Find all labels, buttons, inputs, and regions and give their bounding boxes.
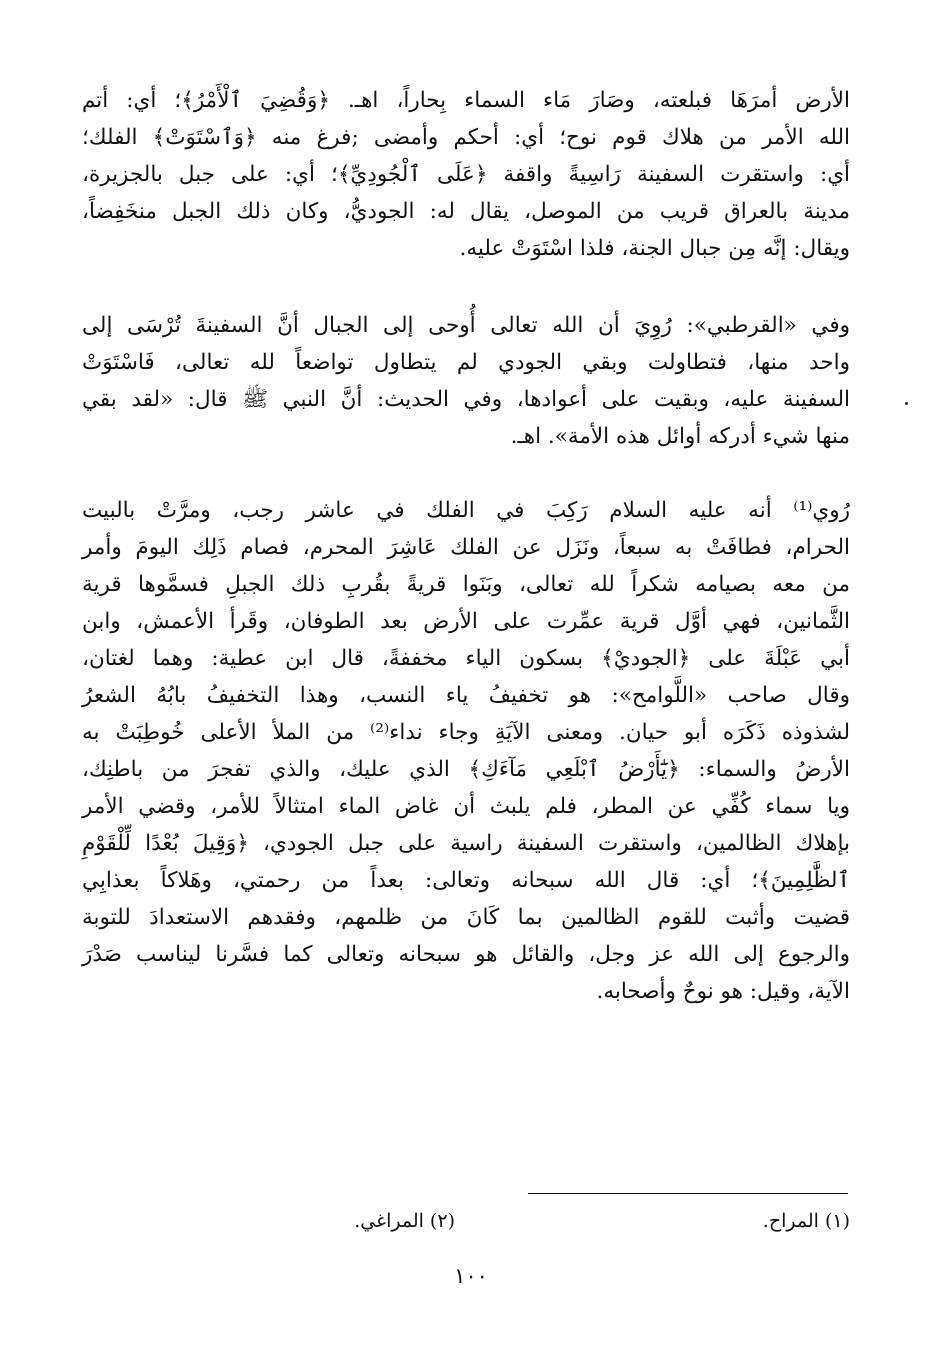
text-line: والرجوع إلى الله عز وجل، والقائل هو سبحانه وتعالى كما فسَّرنا ليناسب صَدْرَ bbox=[82, 942, 850, 967]
text-line: الآية، وقيل: هو نوحٌ وأصحابه. bbox=[596, 979, 850, 1004]
text-line: قضيت وأثبت للقوم الظالمين بما كَانَ من ظلمهم، وفقدهم الاستعدادَ للتوبة bbox=[82, 905, 850, 930]
text-line: وقال صاحب «اللَّوامح»: هو تخفيفُ ياء النسب، وهذا التخفيفُ بابُهُ الشعرُ bbox=[82, 683, 850, 708]
text-line: وفي «القرطبي»: رُوِيَ أن الله تعالى أُوحى إلى الجبال أنَّ السفينةَ تُرْسَى إلى bbox=[82, 313, 850, 338]
text-line: ويقال: إنَّه مِن جبال الجنة، فلذا اسْتَوَتْ عليه. bbox=[459, 236, 850, 261]
text-line: الله الأمر من هلاك قوم نوح؛ أي: أحكم وأمضى ;فرغ منه ﴿وَٱسْتَوَتْ﴾ الفلك؛ bbox=[82, 125, 850, 150]
paragraph-3 bbox=[82, 492, 850, 1010]
text-line: الأرضُ والسماء: ﴿يَٰٓأَرْضُ ٱبْلَعِي مَآءَكِ﴾ الذي عليك، والذي تفجرَ من باطنِك، bbox=[82, 757, 850, 782]
text-line: أبي عَبْلَةَ على ﴿الجوديْ﴾ بسكون الياء مخففةً، قال ابن عطية: وهما لغتان، bbox=[82, 646, 850, 671]
text-line: السفينة عليه، وبقيت على أعوادها، وفي الحديث: أنَّ النبي ﷺ قال: «لقد بقي bbox=[82, 387, 850, 412]
text-line: الثَّمانين، فهي أوَّل قرية عمِّرت على الأرض بعد الطوفان، وقَرأ الأعمش، وابن bbox=[82, 609, 850, 634]
text-line: ويا سماء كُفِّي عن المطر، فلم يلبث أن غاض الماء امتثالاً للأمر، وقضي الأمر bbox=[82, 794, 850, 819]
footnote-1: (١) المراح. bbox=[762, 1210, 850, 1232]
text-line: أي: واستقرت السفينة رَاسِيةً واقفة ﴿عَلَى ٱلْجُودِيِّ﴾؛ أي: على جبل بالجزيرة، bbox=[82, 162, 850, 187]
text-line: بإهلاك الظالمين، واستقرت السفينة راسية على جبل الجودي، ﴿وَقِيلَ بُعْدًا لِّلْقَوْمِ bbox=[82, 831, 850, 856]
text-line: من معه بصيامه شكراً لله تعالى، وبَنَوا قريةً بقُربِ ذلك الجبلِ فسمَّوها قرية bbox=[82, 572, 850, 597]
footnote-separator bbox=[528, 1193, 848, 1194]
text-line: ٱلظَّٰلِمِينَ﴾؛ أي: قال الله سبحانه وتعالى: بعداً من رحمتي، وهَلاكاً بعذابِي bbox=[82, 868, 850, 893]
text-line: لشذوذه ذَكَرَه أبو حيان. ومعنى الآيَةِ وجاء نداء⁽²⁾ من الملأ الأعلى خُوطِبَتْ به bbox=[82, 720, 851, 745]
scan-speck bbox=[905, 402, 908, 405]
text-line: منها شيء أدركه أوائل هذه الأمة». اهـ. bbox=[510, 424, 850, 449]
text-line: مدينة بالعراق قريب من الموصل، يقال له: الجوديُّ، وكان ذلك الجبل منخَفِضاً، bbox=[82, 199, 850, 224]
text-line: واحد منها، فتطاولت وبقي الجودي لم يتطاول تواضعاً لله تعالى، فَاسْتَوَتْ bbox=[82, 350, 850, 375]
page-body bbox=[82, 82, 850, 1010]
footnote-2: (٢) المراغي. bbox=[354, 1210, 455, 1232]
text-line: رُوي⁽¹⁾ أنه عليه السلام رَكِبَ في الفلك في عاشر رجب، ومرَّتْ بالبيت bbox=[82, 498, 850, 523]
page-number: ١٠٠ bbox=[454, 1264, 488, 1288]
text-line: الأرض أمرَهَا فبلعته، وصَارَ مَاء السماء بِحاراً، اهـ. ﴿وَقُضِيَ ٱلْأَمْرُ﴾؛ أي: أتم bbox=[82, 88, 850, 113]
paragraph-2 bbox=[82, 307, 850, 455]
paragraph-1 bbox=[82, 82, 850, 267]
text-line: الحرام، فطافَتْ به سبعاً، ونَزَل عن الفلك عَاشِرَ المحرم، فصام ذَلِك اليومَ وأمر bbox=[82, 535, 850, 560]
